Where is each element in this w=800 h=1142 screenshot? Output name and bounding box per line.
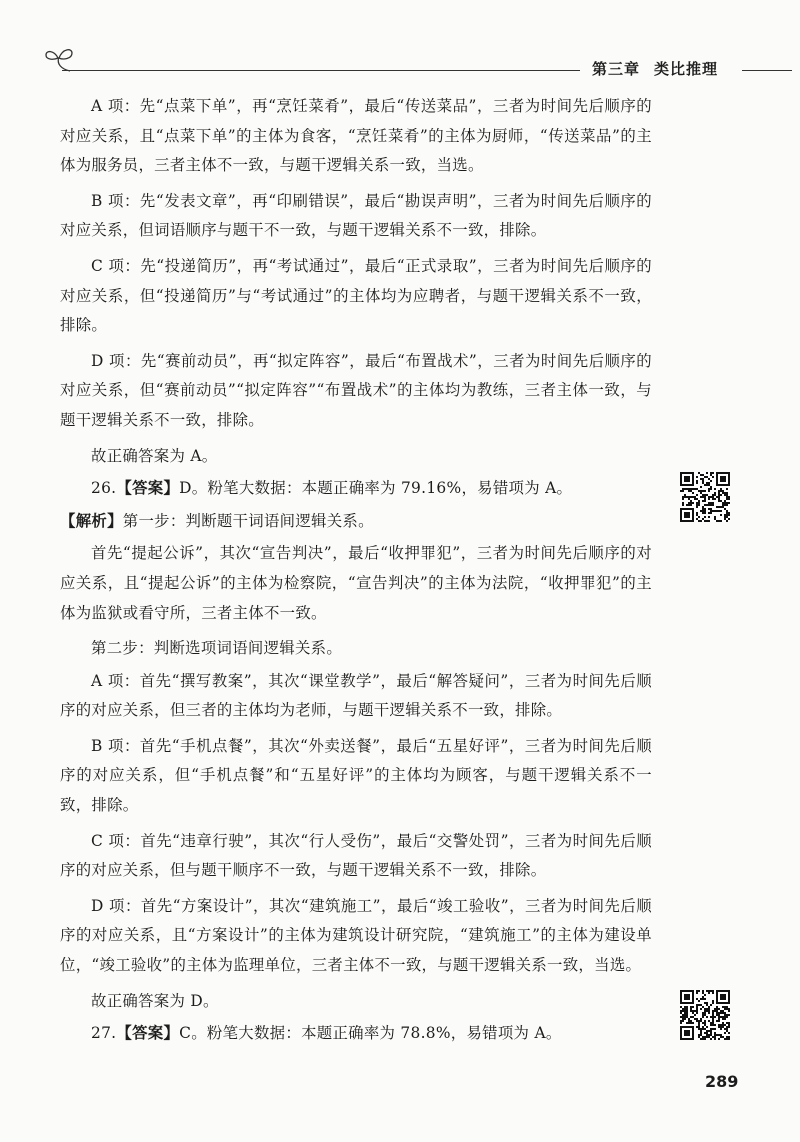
q25-option-c: C 项：先“投递简历”，再“考试通过”，最后“正式录取”，三者为时间先后顺序的对应关系，但“投递简历”与“考试通过”的主体均为应聘者，与题干逻辑关系不一致，排除。 — [60, 256, 652, 335]
page-header — [0, 0, 800, 90]
page-body — [60, 92, 652, 1052]
q26-analysis — [60, 507, 652, 537]
q26-answer — [60, 474, 652, 504]
sprout-icon — [44, 38, 74, 74]
q26-option-a: A 项：首先“撰写教案”，其次“课堂教学”，最后“解答疑问”，三者为时间先后顺序的对应关系，但三者的主体均为老师，与题干逻辑关系不一致，排除。 — [60, 671, 652, 720]
q26-analysis-tag: 【解析】 — [60, 511, 123, 530]
q26-option-d: D 项：首先“方案设计”，其次“建筑施工”，最后“竣工验收”，三者为时间先后顺序的对应关系，且“方案设计”的主体为建筑设计研究院，“建筑施工”的主体为建设单位，“竣工验收”的主体为监理单位，三者主体不一致，与题干逻辑关系一致，当选。 — [60, 896, 652, 975]
q27-answer-text: C。粉笔大数据：本题正确率为 78.8%，易错项为 A。 — [179, 1024, 562, 1043]
qr-code-graphic — [680, 990, 730, 1040]
q26-step2: 第二步：判断选项词语间逻辑关系。 — [91, 639, 343, 658]
q26-option-b: B 项：首先“手机点餐”，其次“外卖送餐”，最后“五星好评”，三者为时间先后顺序的对应关系，但“手机点餐”和“五星好评”的主体均为顾客，与题干逻辑关系不一致，排除。 — [60, 736, 652, 815]
q27-answer-tag: 【答案】 — [116, 1024, 180, 1043]
header-rule — [62, 70, 580, 71]
qr-code-icon[interactable] — [680, 472, 730, 522]
q26-answer-text: D。粉笔大数据：本题正确率为 79.16%，易错项为 A。 — [179, 479, 573, 498]
q26-number: 26. — [91, 479, 117, 498]
chapter-heading — [592, 58, 718, 79]
q27-answer — [60, 1019, 652, 1049]
qr-code-graphic — [680, 472, 730, 522]
section-label: 类比推理 — [654, 60, 719, 78]
header-rule-right — [742, 70, 792, 71]
q25-option-d: D 项：先“赛前动员”，再“拟定阵容”，最后“布置战术”，三者为时间先后顺序的对应关系，但“赛前动员”“拟定阵容”“布置战术”的主体均为教练，三者主体一致，与题干逻辑关系不一致，排除。 — [60, 351, 652, 429]
q25-option-a: A 项：先“点菜下单”，再“烹饪菜肴”，最后“传送菜品”，三者为时间先后顺序的对应关系，且“点菜下单”的主体为食客，“烹饪菜肴”的主体为厨师，“传送菜品”的主体为服务员，三者主体不一致，与题干逻辑关系一致，当选。 — [60, 97, 652, 175]
qr-code-icon[interactable] — [680, 990, 730, 1040]
q26-option-c: C 项：首先“违章行驶”，其次“行人受伤”，最后“交警处罚”，三者为时间先后顺序的对应关系，但与题干顺序不一致，与题干逻辑关系不一致，排除。 — [60, 831, 652, 880]
q26-analysis-text: 第一步：判断题干词语间逻辑关系。 — [122, 511, 374, 530]
q26-stem: 首先“提起公诉”，其次“宣告判决”，最后“收押罪犯”，三者为时间先后顺序的对应关系，且“提起公诉”的主体为检察院，“宣告判决”的主体为法院，“收押罪犯”的主体为监狱或看守所，三者主体不一致。 — [60, 544, 652, 622]
chapter-label: 第三章 — [592, 60, 641, 78]
q27-number: 27. — [91, 1024, 117, 1043]
q25-conclusion: 故正确答案为 A。 — [91, 446, 218, 465]
q26-conclusion: 故正确答案为 D。 — [91, 991, 219, 1010]
q26-answer-tag: 【答案】 — [116, 479, 180, 498]
page-number: 289 — [705, 1072, 739, 1091]
q25-option-b: B 项：先“发表文章”，再“印刷错误”，最后“勘误声明”，三者为时间先后顺序的对应关系，但词语顺序与题干不一致，与题干逻辑关系不一致，排除。 — [60, 191, 652, 240]
